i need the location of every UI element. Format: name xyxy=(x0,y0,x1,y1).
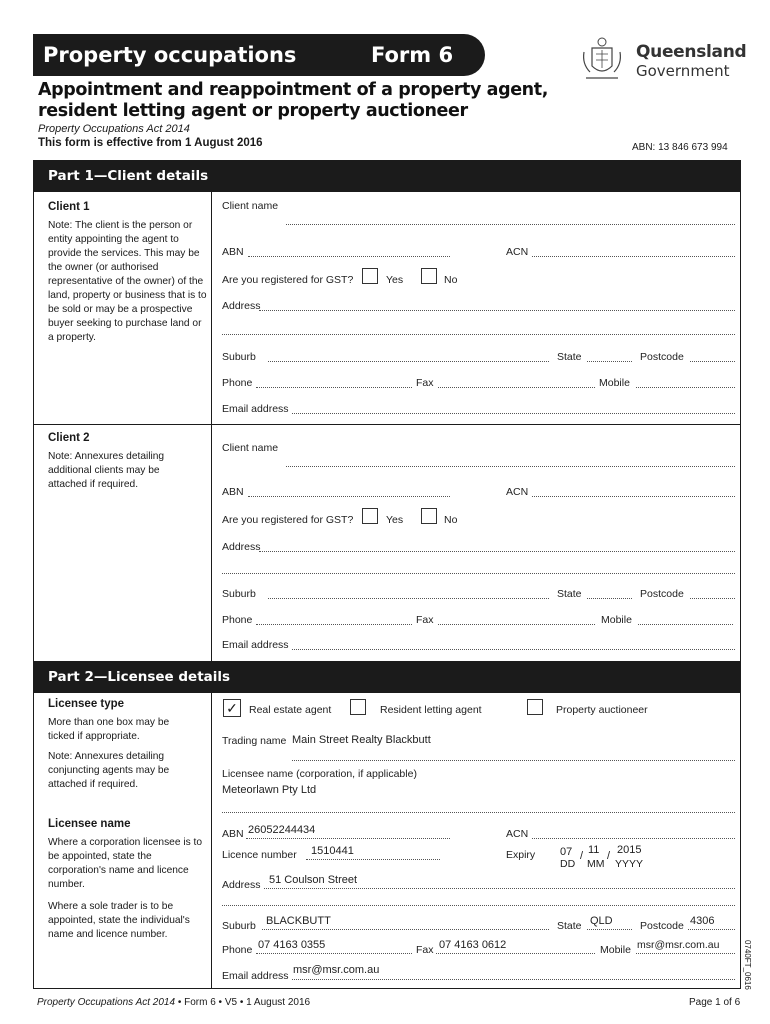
trading-name-label: Trading name xyxy=(222,735,287,747)
form-number: Form 6 xyxy=(371,43,454,67)
client2-title: Client 2 xyxy=(48,432,90,444)
licensee-type-title: Licensee type xyxy=(48,698,125,710)
licence-number-label: Licence number xyxy=(222,849,297,861)
client2-gst-yes-label: Yes xyxy=(386,514,404,526)
licensee-fax-field[interactable] xyxy=(436,953,595,954)
client1-suburb-field[interactable] xyxy=(268,361,549,362)
licensee-mobile-field[interactable] xyxy=(636,953,735,954)
licensee-email-value[interactable]: msr@msr.com.au xyxy=(293,964,380,976)
client2-fax-label: Fax xyxy=(416,614,434,626)
licensee-abn-value[interactable]: 26052244434 xyxy=(248,824,316,836)
client2-address-field-2[interactable] xyxy=(222,573,735,574)
client1-gst-no-checkbox[interactable] xyxy=(421,268,437,284)
licensee-address-field[interactable] xyxy=(264,888,735,889)
client1-name-field[interactable] xyxy=(286,224,735,225)
client1-fax-label: Fax xyxy=(416,377,434,389)
client1-abn-field[interactable] xyxy=(248,256,450,257)
client2-abn-field[interactable] xyxy=(248,496,450,497)
licensee-name-note2: Where a sole trader is to be appointed, state the individual's name and licence number. xyxy=(48,901,190,940)
licensee-acn-field[interactable] xyxy=(532,838,735,839)
client1-title: Client 1 xyxy=(48,201,90,213)
expiry-year[interactable]: 2015 xyxy=(617,844,642,856)
licensee-suburb-label: Suburb xyxy=(222,920,256,932)
client2-gst-label: Are you registered for GST? xyxy=(222,514,354,526)
page-number: Page 1 of 6 xyxy=(689,997,741,1008)
client2-address-field[interactable] xyxy=(259,551,735,552)
real-estate-agent-label: Real estate agent xyxy=(249,704,332,716)
licensee-state-value[interactable]: QLD xyxy=(590,915,613,927)
expiry-slash-1: / xyxy=(580,850,584,862)
property-auctioneer-checkbox[interactable] xyxy=(527,699,543,715)
licensee-suburb-value[interactable]: BLACKBUTT xyxy=(266,915,331,927)
client2-postcode-label: Postcode xyxy=(640,588,684,600)
client2-suburb-field[interactable] xyxy=(268,598,549,599)
client1-acn-field[interactable] xyxy=(532,256,735,257)
client2-email-field[interactable] xyxy=(292,649,735,650)
client2-name-field[interactable] xyxy=(286,466,735,467)
licensee-mobile-label: Mobile xyxy=(600,944,631,956)
client2-gst-no-label: No xyxy=(444,514,458,526)
client1-name-label: Client name xyxy=(222,200,279,212)
part1-header: Part 1—Client details xyxy=(33,160,741,192)
client2-gst-no-checkbox[interactable] xyxy=(421,508,437,524)
client1-mobile-label: Mobile xyxy=(599,377,630,389)
client2-acn-field[interactable] xyxy=(532,496,735,497)
licensee-postcode-label: Postcode xyxy=(640,920,684,932)
client1-gst-yes-label: Yes xyxy=(386,274,404,286)
footer-reference xyxy=(37,997,310,1008)
client1-address-label: Address xyxy=(222,300,261,312)
client1-gst-label: Are you registered for GST? xyxy=(222,274,354,286)
client1-address-field-2[interactable] xyxy=(222,334,735,335)
client1-state-field[interactable] xyxy=(587,361,632,362)
client2-gst-yes-checkbox[interactable] xyxy=(362,508,378,524)
licensee-type-note2: Note: Annexures detailing conjuncting agents may be attached if required. xyxy=(48,751,170,790)
resident-letting-agent-checkbox[interactable] xyxy=(350,699,366,715)
client2-phone-label: Phone xyxy=(222,614,253,626)
licensee-phone-label: Phone xyxy=(222,944,253,956)
licensee-suburb-field[interactable] xyxy=(262,929,549,930)
form-heading-line1: Appointment and reappointment of a property agent, xyxy=(38,80,548,100)
licensee-phone-value[interactable]: 07 4163 0355 xyxy=(258,939,326,951)
qld-government-logo xyxy=(578,34,747,86)
client1-phone-label: Phone xyxy=(222,377,253,389)
client2-mobile-label: Mobile xyxy=(601,614,632,626)
client1-address-field[interactable] xyxy=(259,310,735,311)
expiry-mm-hint: MM xyxy=(587,858,605,870)
client2-acn-label: ACN xyxy=(506,486,529,498)
expiry-slash-2: / xyxy=(607,850,611,862)
licensee-fax-value[interactable]: 07 4163 0612 xyxy=(439,939,507,951)
licensee-abn-field[interactable] xyxy=(246,838,450,839)
real-estate-agent-checkbox[interactable] xyxy=(223,699,241,717)
client1-note: Note: The client is the person or entity appointing the agent to provide the services. This may be the owner (or authorised representative of the owner) of the land, property or business that is to be sold or may be a prospective buyer seeking to purchase land or a property. xyxy=(48,220,207,343)
form-banner xyxy=(33,34,485,76)
client2-state-label: State xyxy=(557,588,582,600)
client1-gst-yes-checkbox[interactable] xyxy=(362,268,378,284)
licensee-name-note1: Where a corporation licensee is to be appointed, state the corporation's name and licence number. xyxy=(48,837,203,890)
part1-divider xyxy=(211,191,212,662)
client1-state-label: State xyxy=(557,351,582,363)
licensee-address-value[interactable]: 51 Coulson Street xyxy=(269,874,358,886)
client1-email-field[interactable] xyxy=(292,413,735,414)
client2-address-label: Address xyxy=(222,541,261,553)
client2-postcode-field[interactable] xyxy=(690,598,735,599)
effective-date: This form is effective from 1 August 2016 xyxy=(38,137,263,149)
property-auctioneer-label: Property auctioneer xyxy=(556,704,648,716)
footer-version: • Form 6 • V5 • 1 August 2016 xyxy=(175,997,311,1008)
licensee-fax-label: Fax xyxy=(416,944,434,956)
expiry-label: Expiry xyxy=(506,849,536,861)
licence-number-value[interactable]: 1510441 xyxy=(311,845,354,857)
resident-letting-agent-label: Resident letting agent xyxy=(380,704,482,716)
check-mark-icon: ✓ xyxy=(226,699,238,716)
expiry-day[interactable]: 07 xyxy=(560,846,573,858)
client2-phone-field[interactable] xyxy=(256,624,412,625)
trading-name-field[interactable] xyxy=(292,760,735,761)
client1-postcode-field[interactable] xyxy=(690,361,735,362)
client1-mobile-field[interactable] xyxy=(636,387,735,388)
licensee-corp-value[interactable]: Meteorlawn Pty Ltd xyxy=(222,784,317,796)
licensee-type-note1: More than one box may be ticked if appropriate. xyxy=(48,717,170,742)
footer-act: Property Occupations Act 2014 xyxy=(37,997,176,1008)
licensee-address-label: Address xyxy=(222,879,261,891)
licensee-email-label: Email address xyxy=(222,970,289,982)
licensee-state-field[interactable] xyxy=(587,929,632,930)
client2-email-label: Email address xyxy=(222,639,289,651)
part2-header: Part 2—Licensee details xyxy=(33,661,741,693)
licensee-name-title: Licensee name xyxy=(48,818,131,830)
logo-government: Government xyxy=(636,62,730,80)
licensee-corp-label: Licensee name (corporation, if applicable) xyxy=(222,768,417,780)
licensee-phone-field[interactable] xyxy=(256,953,412,954)
licensee-email-field[interactable] xyxy=(292,979,735,980)
client1-gst-no-label: No xyxy=(444,274,458,286)
act-reference: Property Occupations Act 2014 xyxy=(38,123,190,135)
coat-of-arms-icon xyxy=(578,34,626,84)
client1-suburb-label: Suburb xyxy=(222,351,256,363)
client2-note: Note: Annexures detailing additional clients may be attached if required. xyxy=(48,451,165,490)
client2-name-label: Client name xyxy=(222,442,279,454)
expiry-yyyy-hint: YYYY xyxy=(615,858,644,870)
client2-mobile-field[interactable] xyxy=(638,624,733,625)
client1-fax-field[interactable] xyxy=(438,387,595,388)
form-code: 0740FT_0616 xyxy=(743,940,752,990)
client2-abn-label: ABN xyxy=(222,486,244,498)
client-separator xyxy=(33,424,741,425)
expiry-month[interactable]: 11 xyxy=(588,844,600,856)
client1-acn-label: ACN xyxy=(506,246,529,258)
licensee-acn-label: ACN xyxy=(506,828,529,840)
licensee-state-label: State xyxy=(557,920,582,932)
client1-postcode-label: Postcode xyxy=(640,351,684,363)
form-heading-line2: resident letting agent or property auctioneer xyxy=(38,101,468,121)
client2-suburb-label: Suburb xyxy=(222,588,256,600)
licensee-corp-field[interactable] xyxy=(222,812,735,813)
licensee-postcode-field[interactable] xyxy=(688,929,735,930)
client1-phone-field[interactable] xyxy=(256,387,412,388)
client1-abn-label: ABN xyxy=(222,246,244,258)
banner-title: Property occupations xyxy=(43,43,297,67)
client2-state-field[interactable] xyxy=(587,598,632,599)
licensee-postcode-value[interactable]: 4306 xyxy=(690,915,715,927)
expiry-dd-hint: DD xyxy=(560,858,576,870)
licensee-address-field-2[interactable] xyxy=(222,905,735,906)
licensee-abn-label: ABN xyxy=(222,828,244,840)
licensee-mobile-value[interactable]: msr@msr.com.au xyxy=(637,939,720,951)
licence-number-field[interactable] xyxy=(306,859,440,860)
issuer-abn: ABN: 13 846 673 994 xyxy=(632,142,728,153)
client2-fax-field[interactable] xyxy=(438,624,595,625)
trading-name-value[interactable]: Main Street Realty Blackbutt xyxy=(292,734,431,746)
logo-queensland: Queensland xyxy=(636,42,747,62)
part2-divider xyxy=(211,692,212,989)
client1-email-label: Email address xyxy=(222,403,289,415)
